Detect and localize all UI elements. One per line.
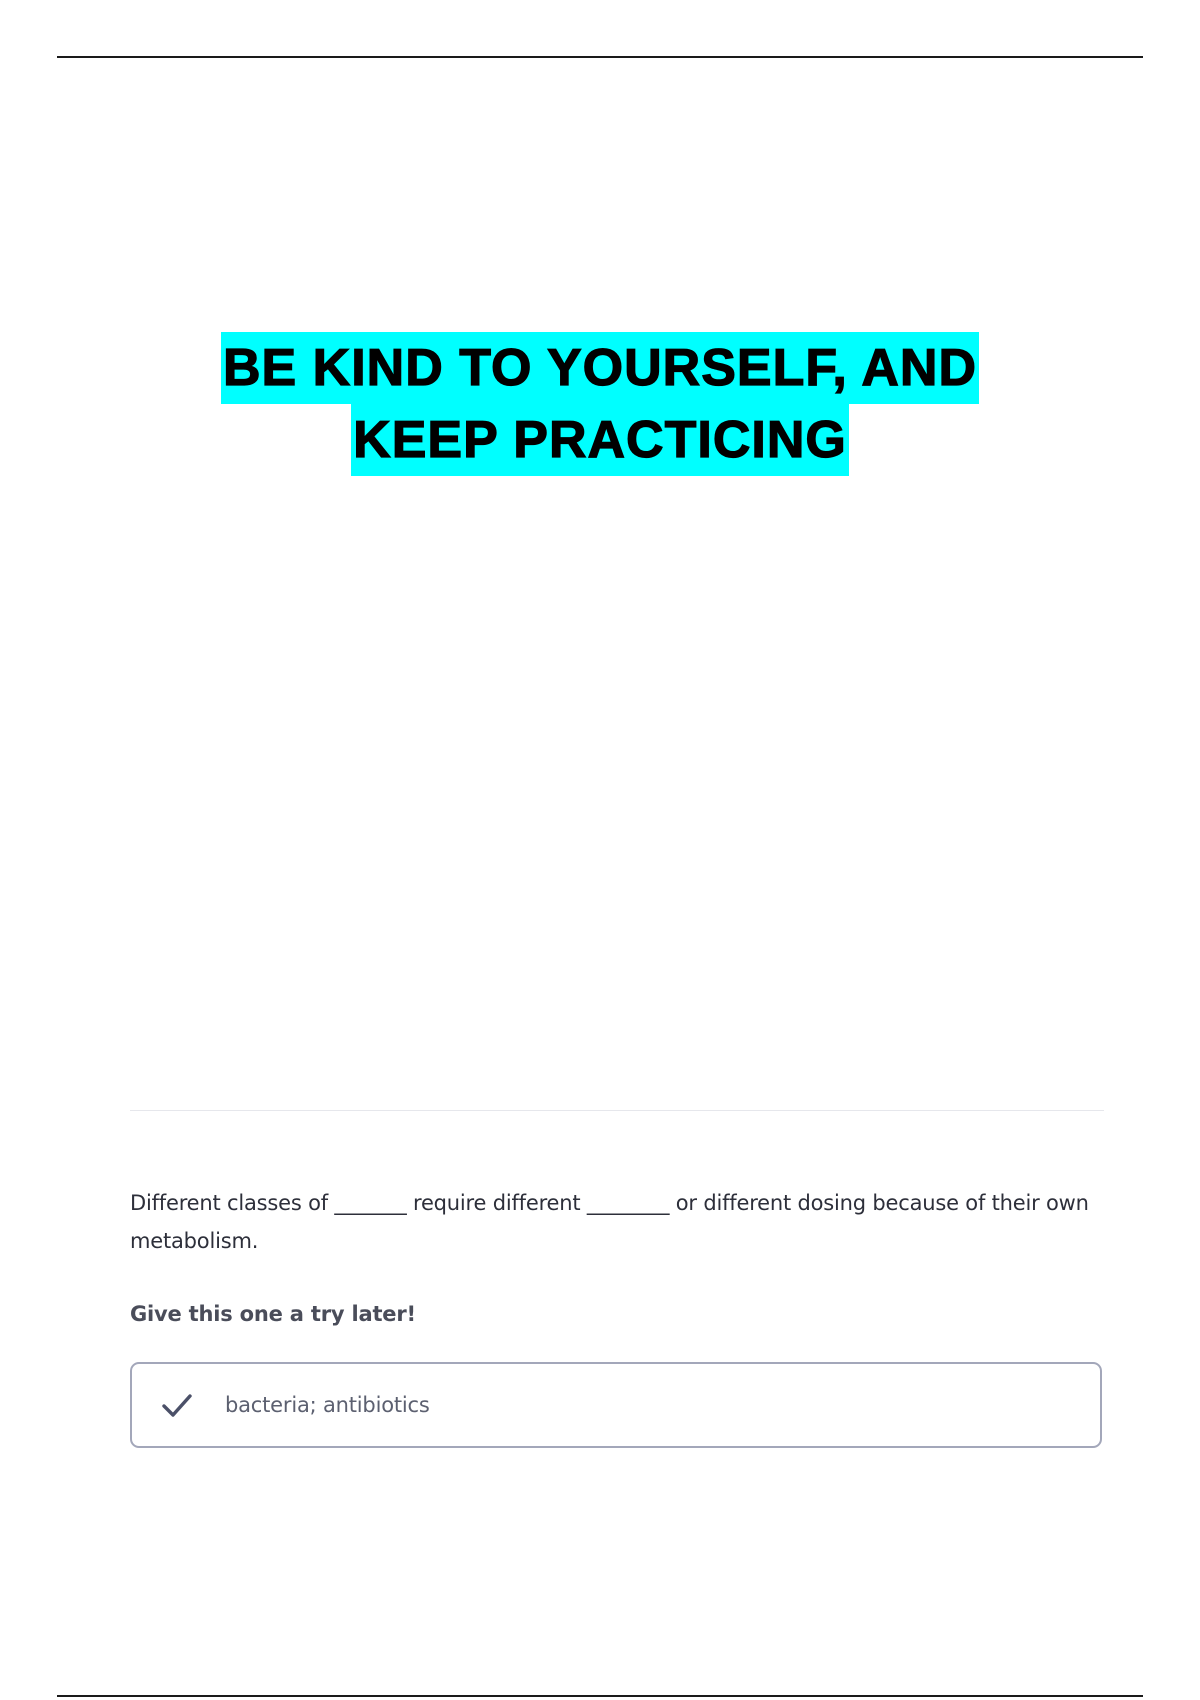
question-text: Different classes of _______ require different ________ or different dosing because of their own metabolism. — [130, 1191, 1089, 1253]
check-icon — [160, 1388, 194, 1422]
headline-line-1: BE KIND TO YOURSELF, AND — [221, 332, 979, 404]
hint-text: Give this one a try later! — [130, 1302, 416, 1326]
answer-option[interactable] — [130, 1362, 1102, 1448]
bottom-rule — [57, 1695, 1143, 1697]
top-rule — [57, 56, 1143, 58]
headline — [0, 332, 1200, 476]
section-divider — [130, 1110, 1104, 1111]
answer-text: bacteria; antibiotics — [225, 1393, 430, 1417]
headline-line-2: KEEP PRACTICING — [351, 404, 849, 476]
